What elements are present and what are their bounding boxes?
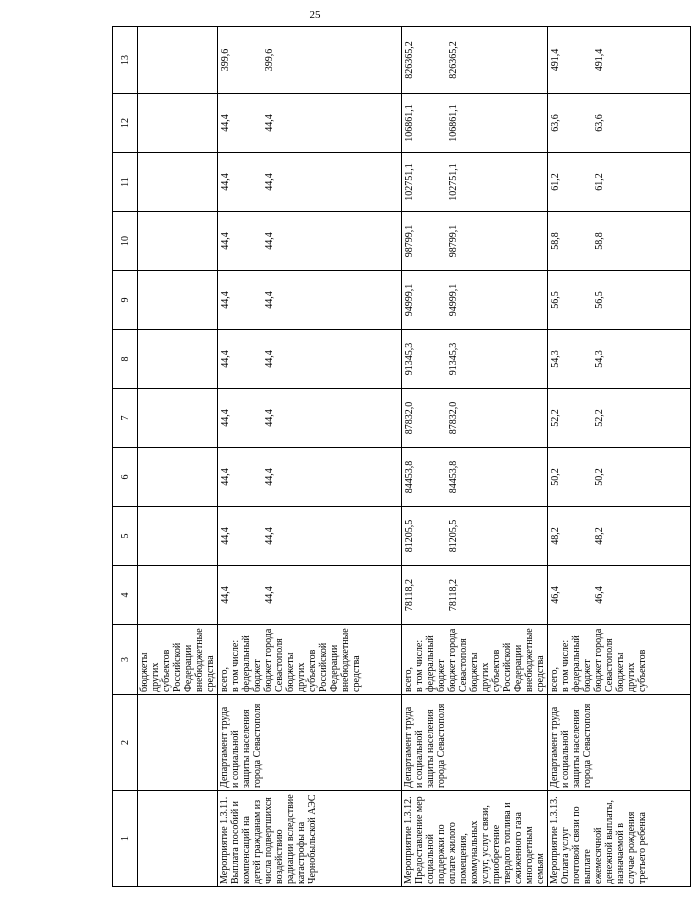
table-row	[402, 27, 548, 887]
value-line: 48,2	[594, 527, 605, 545]
cell-text-line: федеральный	[241, 635, 252, 692]
column-header: 3	[113, 625, 138, 695]
cell-text-line: в том числе:	[414, 639, 425, 692]
value-line	[286, 391, 297, 445]
value-line	[525, 29, 536, 91]
value-cell	[548, 27, 691, 94]
value-line	[616, 29, 627, 91]
value-line: 106861,1	[404, 104, 415, 142]
table-cell	[138, 271, 218, 330]
value-line	[572, 214, 583, 268]
cell-text-line: средства	[205, 655, 216, 692]
value-line: 87832,0	[448, 401, 459, 435]
cell-text-line: коммунальных	[469, 820, 480, 884]
value-cell	[218, 566, 402, 625]
value-line: 106861,1	[448, 104, 459, 142]
budget-table	[112, 26, 691, 887]
column-header: 12	[113, 94, 138, 153]
cell-text-line: ежемесячной	[593, 827, 604, 884]
value-line	[341, 509, 352, 563]
value-line	[470, 568, 481, 622]
cell-text-line: Мероприятие 1.3.12.	[403, 796, 414, 884]
value-line	[525, 450, 536, 504]
value-line	[242, 96, 253, 150]
value-line	[286, 273, 297, 327]
cell-text-line: услуг, услуг связи,	[480, 805, 491, 884]
value-line: 61,2	[594, 173, 605, 191]
header-row	[113, 27, 138, 887]
value-line	[470, 332, 481, 386]
value-line	[525, 332, 536, 386]
value-line: 491,4	[550, 48, 561, 72]
cell-text-line: Российской	[172, 642, 183, 692]
value-line	[426, 273, 437, 327]
value-line: 81205,5	[404, 519, 415, 553]
value-cell	[402, 566, 548, 625]
value-line	[426, 450, 437, 504]
value-line: 81205,5	[448, 519, 459, 553]
funding-source-cell	[402, 625, 548, 695]
cell-text-line: выплате	[582, 849, 593, 884]
value-line	[470, 391, 481, 445]
cell-text-line: субъектов	[637, 649, 648, 692]
cell-text-line: Оплата услуг	[560, 827, 571, 884]
value-line	[426, 155, 437, 209]
value-line	[242, 450, 253, 504]
value-line	[470, 450, 481, 504]
value-cell	[218, 448, 402, 507]
cell-text-line: денежной выплаты,	[604, 800, 615, 884]
value-line	[242, 214, 253, 268]
value-line	[470, 273, 481, 327]
cell-text-line: Департамент труда	[219, 706, 230, 788]
page-number: 25	[309, 9, 321, 21]
value-line	[470, 214, 481, 268]
column-header: 7	[113, 389, 138, 448]
value-cell	[218, 153, 402, 212]
cell-text-line: всего,	[549, 666, 560, 692]
table-cell	[138, 153, 218, 212]
value-line: 58,8	[550, 232, 561, 250]
cell-text-line: в том числе:	[560, 639, 571, 692]
column-header: 5	[113, 507, 138, 566]
value-line	[572, 96, 583, 150]
value-line	[426, 332, 437, 386]
value-line: 63,6	[550, 114, 561, 132]
cell-text-line: бюджеты	[139, 652, 150, 692]
value-line: 91345,3	[448, 342, 459, 376]
value-line: 56,5	[594, 291, 605, 309]
value-cell	[218, 212, 402, 271]
cell-text-line: других	[626, 662, 637, 692]
column-header: 11	[113, 153, 138, 212]
table-row	[218, 27, 402, 887]
value-line	[572, 273, 583, 327]
cell-text-line: города Севастополя	[252, 703, 263, 788]
value-line	[572, 29, 583, 91]
value-line: 58,8	[594, 232, 605, 250]
cell-text-line: внебюджетные	[340, 628, 351, 692]
value-line	[426, 509, 437, 563]
cell-text-line: Федерации	[513, 644, 524, 692]
value-cell	[218, 94, 402, 153]
value-line	[341, 391, 352, 445]
value-line	[616, 155, 627, 209]
column-header: 10	[113, 212, 138, 271]
cell-text-line: приобретение	[491, 824, 502, 884]
value-cell	[402, 330, 548, 389]
value-line: 94999,1	[448, 283, 459, 317]
cell-text-line: детей гражданам из	[252, 799, 263, 884]
value-line: 78118,2	[448, 578, 459, 612]
funding-source-cell	[218, 625, 402, 695]
value-line	[616, 568, 627, 622]
value-line	[242, 332, 253, 386]
value-line: 44,4	[264, 232, 275, 250]
value-line	[525, 568, 536, 622]
cell-text-line: Федерации	[183, 644, 194, 692]
value-cell	[402, 153, 548, 212]
value-line: 44,4	[220, 586, 231, 604]
value-line	[426, 391, 437, 445]
value-line: 56,5	[550, 291, 561, 309]
value-line: 44,4	[220, 527, 231, 545]
value-line	[572, 450, 583, 504]
value-line: 44,4	[220, 291, 231, 309]
value-line	[470, 509, 481, 563]
value-line: 84453,8	[404, 460, 415, 494]
value-line: 94999,1	[404, 283, 415, 317]
value-line	[426, 96, 437, 150]
value-line	[242, 29, 253, 91]
value-line	[242, 273, 253, 327]
cell-text-line: Севастополя	[274, 638, 285, 692]
value-line: 52,2	[550, 409, 561, 427]
cell-text-line: других	[150, 662, 161, 692]
value-line	[616, 509, 627, 563]
value-line	[242, 568, 253, 622]
carryover-row	[138, 27, 218, 887]
cell-text-line: и социальной	[230, 730, 241, 788]
table-cell	[138, 94, 218, 153]
cell-text-line: бюджет города	[593, 628, 604, 692]
table-cell	[138, 791, 218, 887]
table-cell	[138, 448, 218, 507]
cell-text-line: почтовой связи по	[571, 806, 582, 884]
value-line	[572, 568, 583, 622]
value-line: 61,2	[550, 173, 561, 191]
cell-text-line: Выплата пособий и	[230, 800, 241, 884]
value-line	[616, 332, 627, 386]
funding-source-cell	[138, 625, 218, 695]
cell-text-line: Мероприятие 1.3.13.	[549, 796, 560, 884]
value-line: 50,2	[594, 468, 605, 486]
value-line: 98799,1	[404, 224, 415, 258]
value-cell	[548, 389, 691, 448]
cell-text-line: других	[296, 662, 307, 692]
executor-cell	[402, 695, 548, 791]
cell-text-line: средства	[535, 655, 546, 692]
cell-text-line: твердого топлива и	[502, 802, 513, 884]
column-header: 1	[113, 791, 138, 887]
cell-text-line: сжиженного газа	[513, 812, 524, 884]
value-cell	[402, 271, 548, 330]
cell-text-line: бюджет	[252, 659, 263, 692]
cell-text-line: в том числе:	[230, 639, 241, 692]
cell-text-line: бюджеты	[469, 652, 480, 692]
activity-name-cell	[548, 791, 691, 887]
value-line	[286, 332, 297, 386]
column-header: 4	[113, 566, 138, 625]
value-line	[341, 450, 352, 504]
value-line	[572, 155, 583, 209]
value-line: 44,4	[220, 114, 231, 132]
value-cell	[548, 566, 691, 625]
value-line	[341, 155, 352, 209]
cell-text-line: Севастополя	[458, 638, 469, 692]
value-line	[341, 29, 352, 91]
cell-text-line: защиты населения	[241, 709, 252, 788]
value-cell	[218, 389, 402, 448]
cell-text-line: оплате жилого	[447, 822, 458, 884]
cell-text-line: Департамент труда	[549, 706, 560, 788]
cell-text-line: бюджет города	[447, 628, 458, 692]
activity-name-cell	[218, 791, 402, 887]
value-line	[341, 332, 352, 386]
value-cell	[402, 27, 548, 94]
value-line: 44,4	[264, 527, 275, 545]
table-cell	[138, 695, 218, 791]
value-line	[616, 273, 627, 327]
cell-text-line: других	[480, 662, 491, 692]
value-line	[470, 29, 481, 91]
table-cell	[138, 330, 218, 389]
cell-text-line: поддержки по	[436, 824, 447, 884]
column-header: 2	[113, 695, 138, 791]
table-cell	[138, 389, 218, 448]
cell-text-line: всего,	[219, 666, 230, 692]
cell-text-line: числа подвергшихся	[263, 797, 274, 884]
table-body	[138, 27, 691, 887]
value-cell	[218, 27, 402, 94]
cell-text-line: всего,	[403, 666, 414, 692]
value-cell	[548, 212, 691, 271]
value-line	[525, 96, 536, 150]
value-cell	[218, 330, 402, 389]
value-line	[525, 509, 536, 563]
executor-cell	[548, 695, 691, 791]
cell-text-line: внебюджетные	[524, 628, 535, 692]
cell-text-line: катастрофы на	[296, 821, 307, 884]
value-line	[616, 96, 627, 150]
value-cell	[402, 389, 548, 448]
cell-text-line: Департамент труда	[403, 706, 414, 788]
cell-text-line: бюджет	[582, 659, 593, 692]
value-cell	[548, 271, 691, 330]
value-line: 91345,3	[404, 342, 415, 376]
value-line: 44,4	[220, 232, 231, 250]
value-line: 84453,8	[448, 460, 459, 494]
cell-text-line: средства	[351, 655, 362, 692]
cell-text-line: защиты населения	[571, 709, 582, 788]
value-line: 44,4	[264, 586, 275, 604]
value-line: 826365,2	[404, 41, 415, 79]
cell-text-line: компенсаций на	[241, 816, 252, 884]
value-line	[286, 509, 297, 563]
value-line: 102751,1	[448, 163, 459, 201]
value-line	[286, 450, 297, 504]
value-cell	[548, 153, 691, 212]
value-line	[341, 273, 352, 327]
value-line	[616, 450, 627, 504]
cell-text-line: радиации вследствие	[285, 794, 296, 884]
column-header: 8	[113, 330, 138, 389]
cell-text-line: Российской	[318, 642, 329, 692]
value-cell	[402, 212, 548, 271]
value-line	[616, 214, 627, 268]
cell-text-line: защиты населения	[425, 709, 436, 788]
value-cell	[218, 271, 402, 330]
value-line: 491,4	[594, 48, 605, 72]
cell-text-line: бюджет	[436, 659, 447, 692]
value-line: 54,3	[550, 350, 561, 368]
table-cell	[138, 27, 218, 94]
cell-text-line: внебюджетные	[194, 628, 205, 692]
value-line: 46,4	[594, 586, 605, 604]
value-line	[426, 29, 437, 91]
column-header: 13	[113, 27, 138, 94]
table-cell	[138, 507, 218, 566]
value-line	[572, 391, 583, 445]
value-cell	[548, 448, 691, 507]
value-line: 44,4	[264, 409, 275, 427]
value-line: 44,4	[264, 291, 275, 309]
value-line: 44,4	[220, 350, 231, 368]
value-line	[286, 155, 297, 209]
value-cell	[402, 507, 548, 566]
value-line: 44,4	[264, 350, 275, 368]
value-line	[616, 391, 627, 445]
table-cell	[138, 566, 218, 625]
value-line	[286, 29, 297, 91]
value-line	[341, 568, 352, 622]
cell-text-line: федеральный	[571, 635, 582, 692]
value-line: 63,6	[594, 114, 605, 132]
cell-text-line: федеральный	[425, 635, 436, 692]
cell-text-line: и социальной	[414, 730, 425, 788]
value-line	[525, 273, 536, 327]
value-line: 46,4	[550, 586, 561, 604]
value-line	[525, 214, 536, 268]
cell-text-line: Российской	[502, 642, 513, 692]
funding-source-cell	[548, 625, 691, 695]
value-line	[341, 214, 352, 268]
value-line: 78118,2	[404, 578, 415, 612]
value-line: 54,3	[594, 350, 605, 368]
cell-text-line: субъектов	[491, 649, 502, 692]
value-cell	[402, 448, 548, 507]
cell-text-line: бюджеты	[615, 652, 626, 692]
value-line: 44,4	[264, 468, 275, 486]
value-line	[572, 332, 583, 386]
value-line	[470, 96, 481, 150]
value-cell	[548, 330, 691, 389]
value-line: 399,6	[220, 48, 231, 72]
cell-text-line: семьям	[535, 853, 546, 884]
rotated-table-container	[112, 27, 648, 887]
cell-text-line: воздействию	[274, 829, 285, 884]
cell-text-line: случае рождения	[626, 811, 637, 884]
value-line	[525, 391, 536, 445]
cell-text-line: Севастополя	[604, 638, 615, 692]
cell-text-line: социальной	[425, 834, 436, 884]
value-line: 44,4	[220, 468, 231, 486]
value-line: 52,2	[594, 409, 605, 427]
value-cell	[548, 507, 691, 566]
cell-text-line: бюджет города	[263, 628, 274, 692]
value-line	[426, 568, 437, 622]
value-line	[242, 391, 253, 445]
cell-text-line: назначаемой в	[615, 823, 626, 884]
value-line: 399,6	[264, 48, 275, 72]
value-line: 98799,1	[448, 224, 459, 258]
value-line: 44,4	[264, 173, 275, 191]
activity-name-cell	[402, 791, 548, 887]
value-line	[286, 568, 297, 622]
column-header: 9	[113, 271, 138, 330]
value-line: 102751,1	[404, 163, 415, 201]
cell-text-line: помещения,	[458, 833, 469, 884]
value-line	[242, 155, 253, 209]
cell-text-line: города Севастополя	[582, 703, 593, 788]
value-line: 87832,0	[404, 401, 415, 435]
cell-text-line: многодетным	[524, 826, 535, 884]
value-cell	[402, 94, 548, 153]
cell-text-line: Федерации	[329, 644, 340, 692]
value-line	[286, 214, 297, 268]
value-cell	[548, 94, 691, 153]
cell-text-line: и социальной	[560, 730, 571, 788]
value-line	[286, 96, 297, 150]
table-cell	[138, 212, 218, 271]
value-line: 44,4	[220, 409, 231, 427]
table-row	[548, 27, 691, 887]
cell-text-line: бюджеты	[285, 652, 296, 692]
value-line: 50,2	[550, 468, 561, 486]
cell-text-line: Чернобыльской АЭС	[307, 794, 318, 884]
cell-text-line: Предоставление мер	[414, 796, 425, 884]
cell-text-line: города Севастополя	[436, 703, 447, 788]
value-line: 44,4	[220, 173, 231, 191]
value-line	[341, 96, 352, 150]
value-line: 48,2	[550, 527, 561, 545]
value-line: 826365,2	[448, 41, 459, 79]
value-line	[242, 509, 253, 563]
value-line	[426, 214, 437, 268]
value-line	[572, 509, 583, 563]
cell-text-line: субъектов	[161, 649, 172, 692]
value-cell	[218, 507, 402, 566]
value-line: 44,4	[264, 114, 275, 132]
value-line	[470, 155, 481, 209]
value-line	[525, 155, 536, 209]
executor-cell	[218, 695, 402, 791]
column-header: 6	[113, 448, 138, 507]
cell-text-line: Мероприятие 1.3.11.	[219, 796, 230, 884]
cell-text-line: третьего ребенка	[637, 812, 648, 884]
cell-text-line: субъектов	[307, 649, 318, 692]
